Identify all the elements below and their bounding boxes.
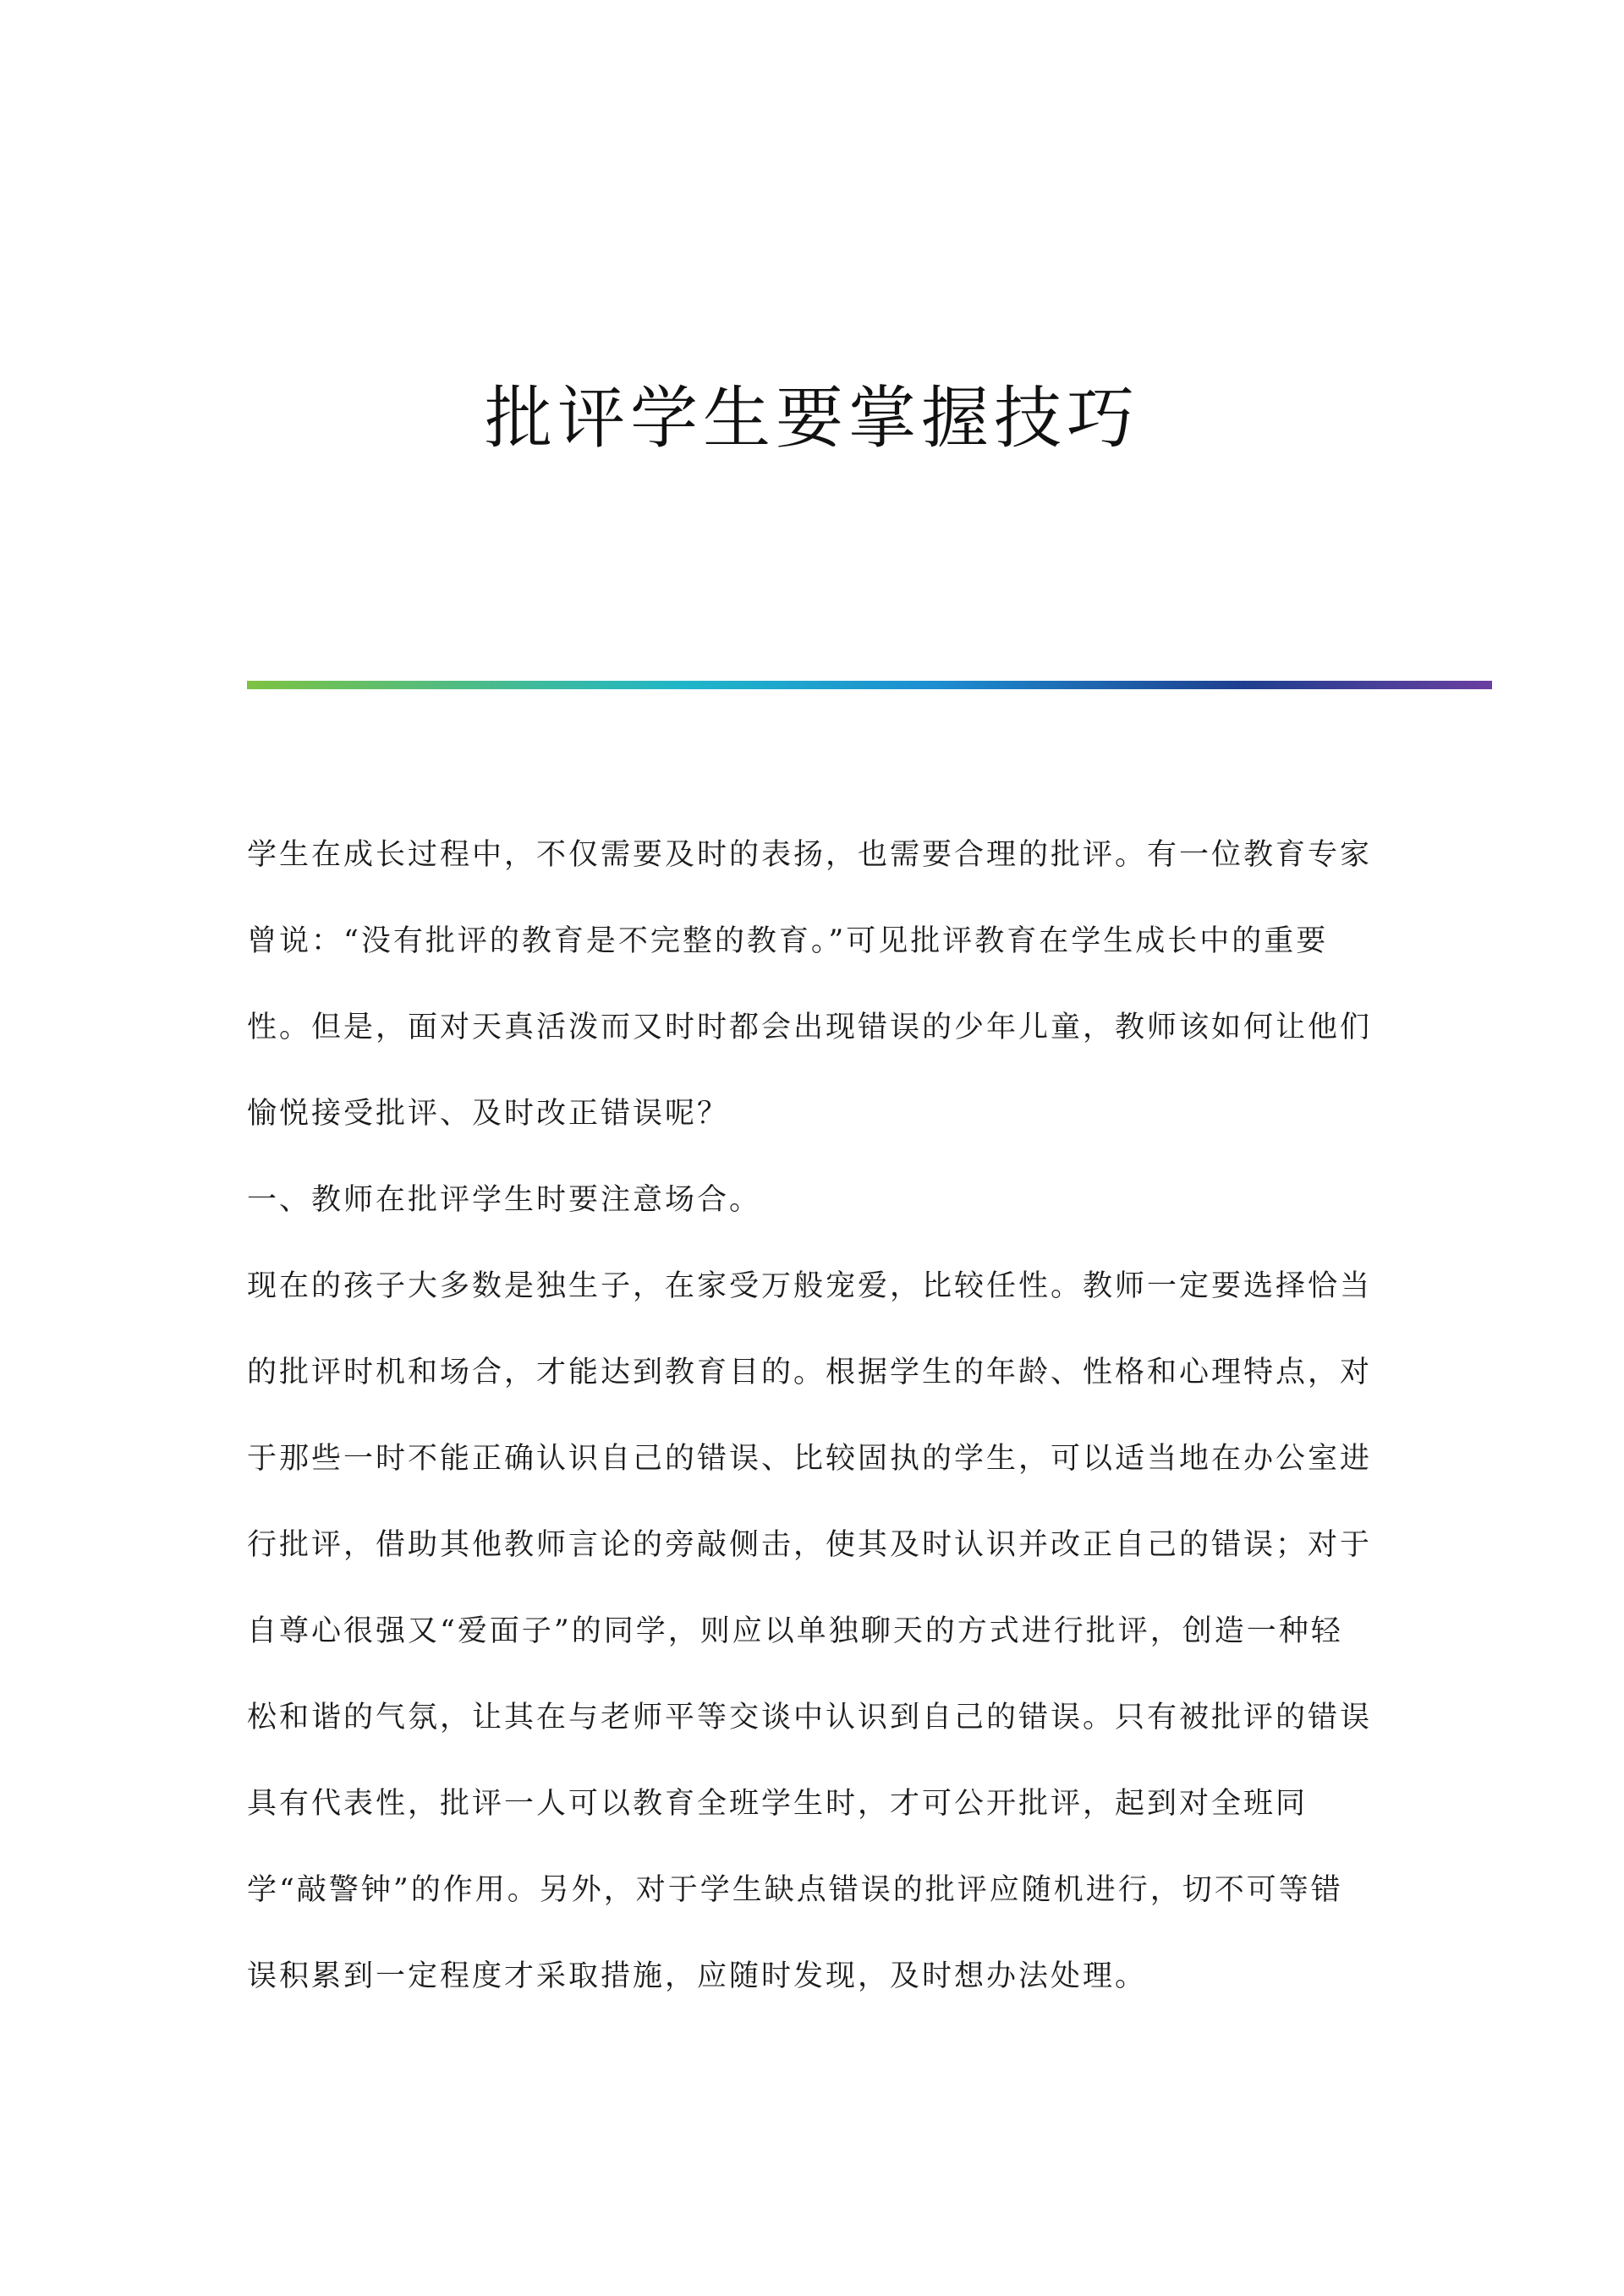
section-heading: 一、教师在批评学生时要注意场合。 [247,1183,762,1217]
document-body [247,812,1372,2019]
intro-paragraph: 学生在成长过程中，不仅需要及时的表扬，也需要合理的批评。有一位教育专家曾说：“没有批评的教育是不完整的教育。”可见批评教育在学生成长中的重要性。但是，面对天真活泼而又时时都会出现错误的少年儿童，教师该如何让他们愉悦接受批评、及时改正错误呢？ [247,838,1373,1131]
section-paragraph: 现在的孩子大多数是独生子，在家受万般宠爱，比较任性。教师一定要选择恰当的批评时机和场合，才能达到教育目的。根据学生的年龄、性格和心理特点，对于那些一时不能正确认识自己的错误、比较固执的学生，可以适当地在办公室进行批评，借助其他教师言论的旁敲侧击，使其及时认识并改正自己的错误；对于自尊心很强又“爱面子”的同学，则应以单独聊天的方式进行批评，创造一种轻松和谐的气氛，让其在与老师平等交谈中认识到自己的错误。只有被批评的错误具有代表性，批评一人可以教育全班学生时，才可公开批评，起到对全班同学“敲警钟”的作用。另外，对于学生缺点错误的批评应随机进行，切不可等错误积累到一定程度才采取措施，应随时发现，及时想办法处理。 [247,1269,1373,1993]
title-divider [247,681,1492,689]
page-title: 批评学生要掌握技巧 [485,379,1139,458]
